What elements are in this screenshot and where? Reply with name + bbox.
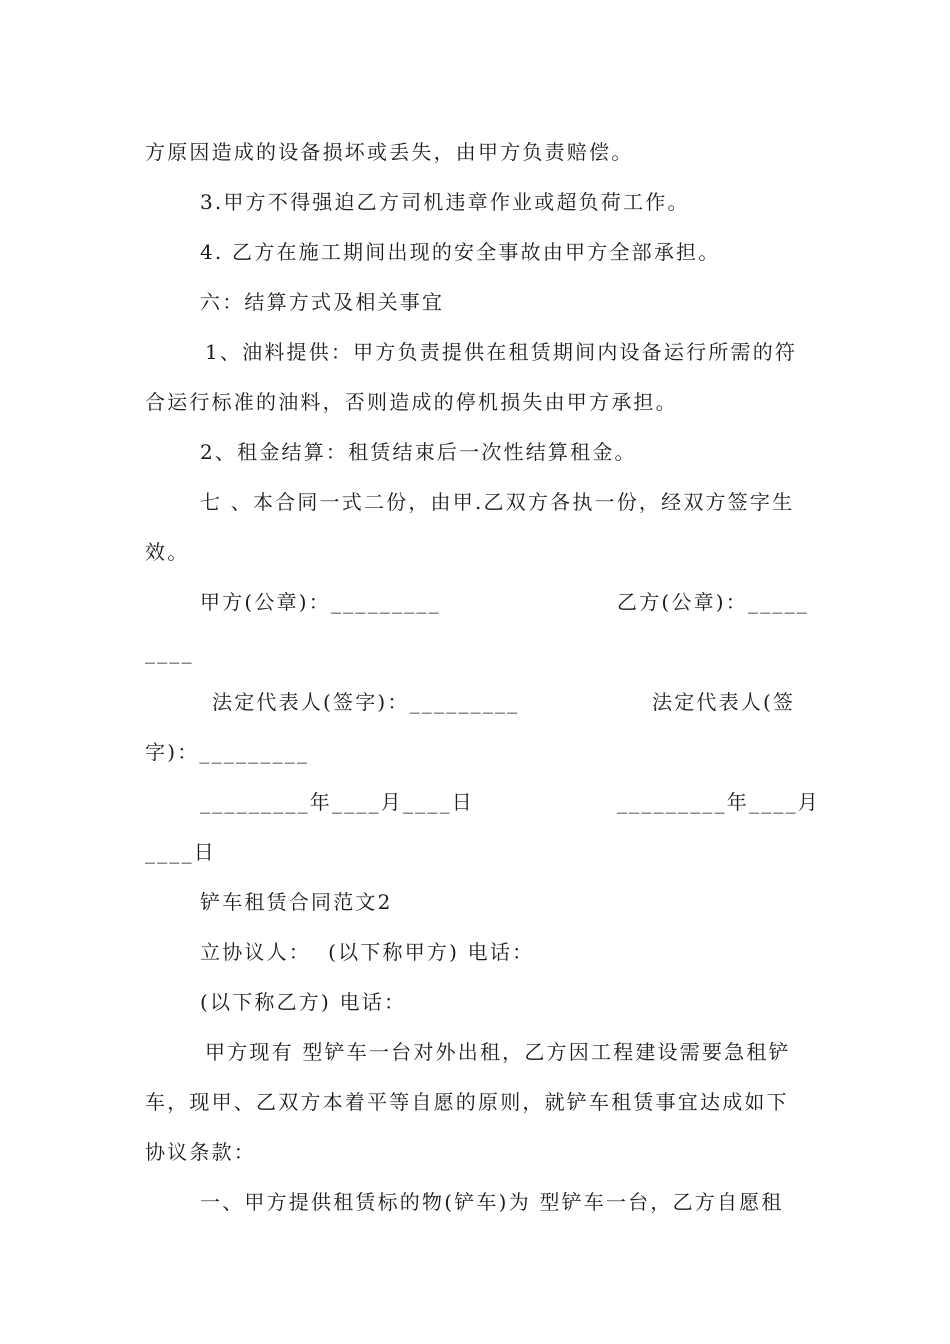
section-heading: 六：结算方式及相关事宜 xyxy=(200,290,445,314)
date-b: _________年____月 xyxy=(617,790,820,814)
paragraph-line: 1、油料提供：甲方负责提供在租赁期间内设备运行所需的符 xyxy=(205,340,798,364)
paragraph-line: 协议条款： xyxy=(145,1140,256,1164)
party-b-seal-continued: ____ xyxy=(145,640,194,664)
paragraph-line: 方原因造成的设备损坏或丢失，由甲方负责赔偿。 xyxy=(145,140,634,164)
paragraph-line: 甲方现有 型铲车一台对外出租，乙方因工程建设需要急租铲 xyxy=(205,1040,791,1064)
party-a-seal: 甲方(公章)：_________ xyxy=(200,590,441,614)
date-b-continued: ____日 xyxy=(145,840,216,864)
paragraph-line: 七 、本合同一式二份，由甲.乙双方各执一份，经双方签字生 xyxy=(200,490,795,514)
paragraph-line: 一、甲方提供租赁标的物(铲车)为 型铲车一台，乙方自愿租 xyxy=(200,1190,784,1214)
paragraph-line: 2、租金结算：租赁结束后一次性结算租金。 xyxy=(200,440,637,464)
party-b-seal: 乙方(公章)：_____ xyxy=(617,590,810,614)
paragraph-line: 合运行标准的油料，否则造成的停机损失由甲方承担。 xyxy=(145,390,678,414)
date-a: _________年____月____日 xyxy=(200,790,474,814)
section-title: 铲车租赁合同范文2 xyxy=(200,890,393,914)
paragraph-line: 3.甲方不得强迫乙方司机违章作业或超负荷工作。 xyxy=(200,190,690,214)
representative-a: 法定代表人(签字)：_________ xyxy=(212,690,520,714)
paragraph-line: 车，现甲、乙双方本着平等自愿的原则，就铲车租赁事宜达成如下 xyxy=(145,1090,789,1114)
paragraph-line: 立协议人： (以下称甲方) 电话： xyxy=(200,940,535,964)
paragraph-line: (以下称乙方) 电话： xyxy=(200,990,407,1014)
paragraph-line: 效。 xyxy=(145,540,190,564)
paragraph-line: 4. 乙方在施工期间出现的安全事故由甲方全部承担。 xyxy=(200,240,721,264)
representative-b: 法定代表人(签 xyxy=(652,690,796,714)
representative-b-continued: 字)：_________ xyxy=(145,740,310,764)
